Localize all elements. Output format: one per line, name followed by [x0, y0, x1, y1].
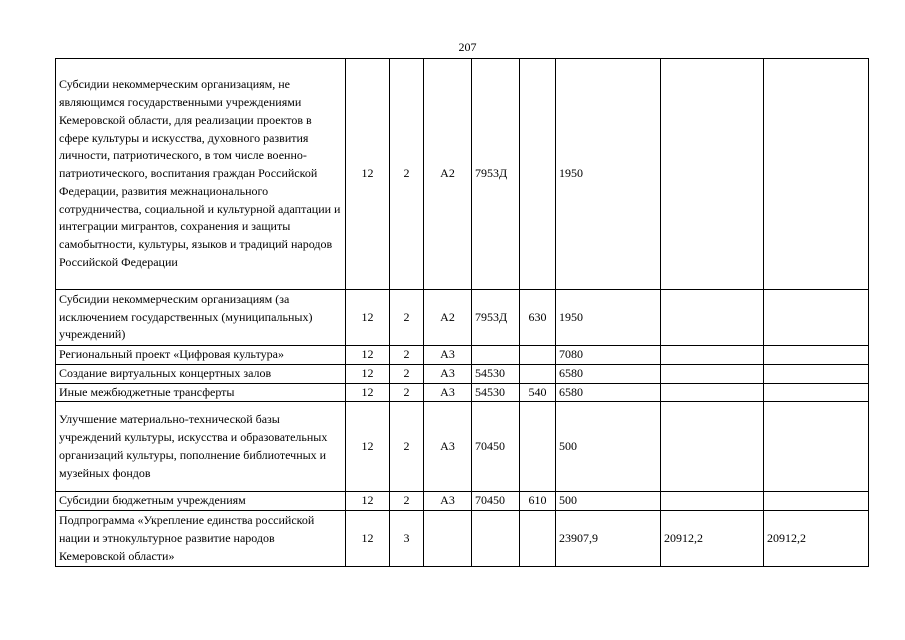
page-number: 207	[458, 40, 477, 54]
row-name: Региональный проект «Цифровая культура»	[56, 346, 346, 365]
row-sum-3	[764, 402, 869, 492]
row-subsection: 3	[390, 511, 424, 567]
row-section: 12	[346, 290, 390, 346]
row-program	[424, 511, 472, 567]
table-row	[56, 492, 869, 511]
row-sum-2	[661, 364, 764, 383]
table-row	[56, 290, 869, 346]
row-subsection: 2	[390, 383, 424, 402]
row-expense-type: 540	[520, 383, 556, 402]
row-program: А2	[424, 59, 472, 290]
table-row	[56, 346, 869, 365]
row-name: Подпрограмма «Укрепление единства российской нации и этнокультурное развитие народов Кемеровской области»	[56, 511, 346, 567]
row-expense-type	[520, 346, 556, 365]
row-subsection: 2	[390, 59, 424, 290]
row-name: Субсидии некоммерческим организациям (за исключением государственных (муниципальных) учреждений)	[56, 290, 346, 346]
row-program: А2	[424, 290, 472, 346]
budget-table	[55, 58, 869, 567]
row-sum-1: 7080	[556, 346, 661, 365]
row-section: 12	[346, 59, 390, 290]
row-section: 12	[346, 364, 390, 383]
row-section: 12	[346, 492, 390, 511]
row-sum-3	[764, 364, 869, 383]
row-sum-3	[764, 59, 869, 290]
row-subsection: 2	[390, 290, 424, 346]
row-direction: 54530	[472, 364, 520, 383]
row-sum-1: 500	[556, 492, 661, 511]
row-direction: 54530	[472, 383, 520, 402]
row-sum-3	[764, 346, 869, 365]
row-name: Субсидии бюджетным учреждениям	[56, 492, 346, 511]
row-direction: 7953Д	[472, 290, 520, 346]
row-name: Улучшение материально-технической базы учреждений культуры, искусства и образовательных организаций культуры, пополнение библиотечных и музейных фондов	[56, 402, 346, 492]
row-name: Иные межбюджетные трансферты	[56, 383, 346, 402]
row-sum-1: 6580	[556, 364, 661, 383]
row-sum-2	[661, 383, 764, 402]
row-expense-type	[520, 59, 556, 290]
row-sum-2	[661, 346, 764, 365]
row-sum-1: 500	[556, 402, 661, 492]
row-section: 12	[346, 511, 390, 567]
row-sum-3: 20912,2	[764, 511, 869, 567]
row-sum-1: 1950	[556, 290, 661, 346]
row-subsection: 2	[390, 364, 424, 383]
row-sum-1: 6580	[556, 383, 661, 402]
table-row	[56, 383, 869, 402]
row-section: 12	[346, 346, 390, 365]
row-program: А3	[424, 402, 472, 492]
row-section: 12	[346, 402, 390, 492]
row-direction	[472, 346, 520, 365]
row-subsection: 2	[390, 492, 424, 511]
table-row	[56, 402, 869, 492]
row-sum-1: 1950	[556, 59, 661, 290]
row-program: А3	[424, 364, 472, 383]
row-direction: 7953Д	[472, 59, 520, 290]
row-direction: 70450	[472, 492, 520, 511]
table-row	[56, 511, 869, 567]
row-expense-type: 630	[520, 290, 556, 346]
row-subsection: 2	[390, 346, 424, 365]
row-name: Создание виртуальных концертных залов	[56, 364, 346, 383]
row-name: Субсидии некоммерческим организациям, не являющимся государственными учреждениями Кемеровской области, для реализации проектов в сфере культуры и искусства, духовного развития личности, патриотического, в том числе военно-патриотического, воспитания граждан Российской Федерации, развития межнационального сотрудничества, социальной и культурной адаптации и интеграции мигрантов, сохранения и защиты самобытности, культуры, языков и традиций народов Российской Федерации	[56, 59, 346, 290]
row-sum-2	[661, 402, 764, 492]
table-row	[56, 59, 869, 290]
row-section: 12	[346, 383, 390, 402]
row-direction	[472, 511, 520, 567]
row-expense-type	[520, 511, 556, 567]
row-expense-type: 610	[520, 492, 556, 511]
row-expense-type	[520, 364, 556, 383]
row-sum-2	[661, 59, 764, 290]
table-row	[56, 364, 869, 383]
row-sum-2: 20912,2	[661, 511, 764, 567]
row-sum-1: 23907,9	[556, 511, 661, 567]
row-program: А3	[424, 492, 472, 511]
row-program: А3	[424, 383, 472, 402]
row-subsection: 2	[390, 402, 424, 492]
row-sum-2	[661, 290, 764, 346]
row-sum-3	[764, 290, 869, 346]
row-direction: 70450	[472, 402, 520, 492]
row-sum-3	[764, 383, 869, 402]
row-sum-2	[661, 492, 764, 511]
row-expense-type	[520, 402, 556, 492]
row-sum-3	[764, 492, 869, 511]
row-program: А3	[424, 346, 472, 365]
